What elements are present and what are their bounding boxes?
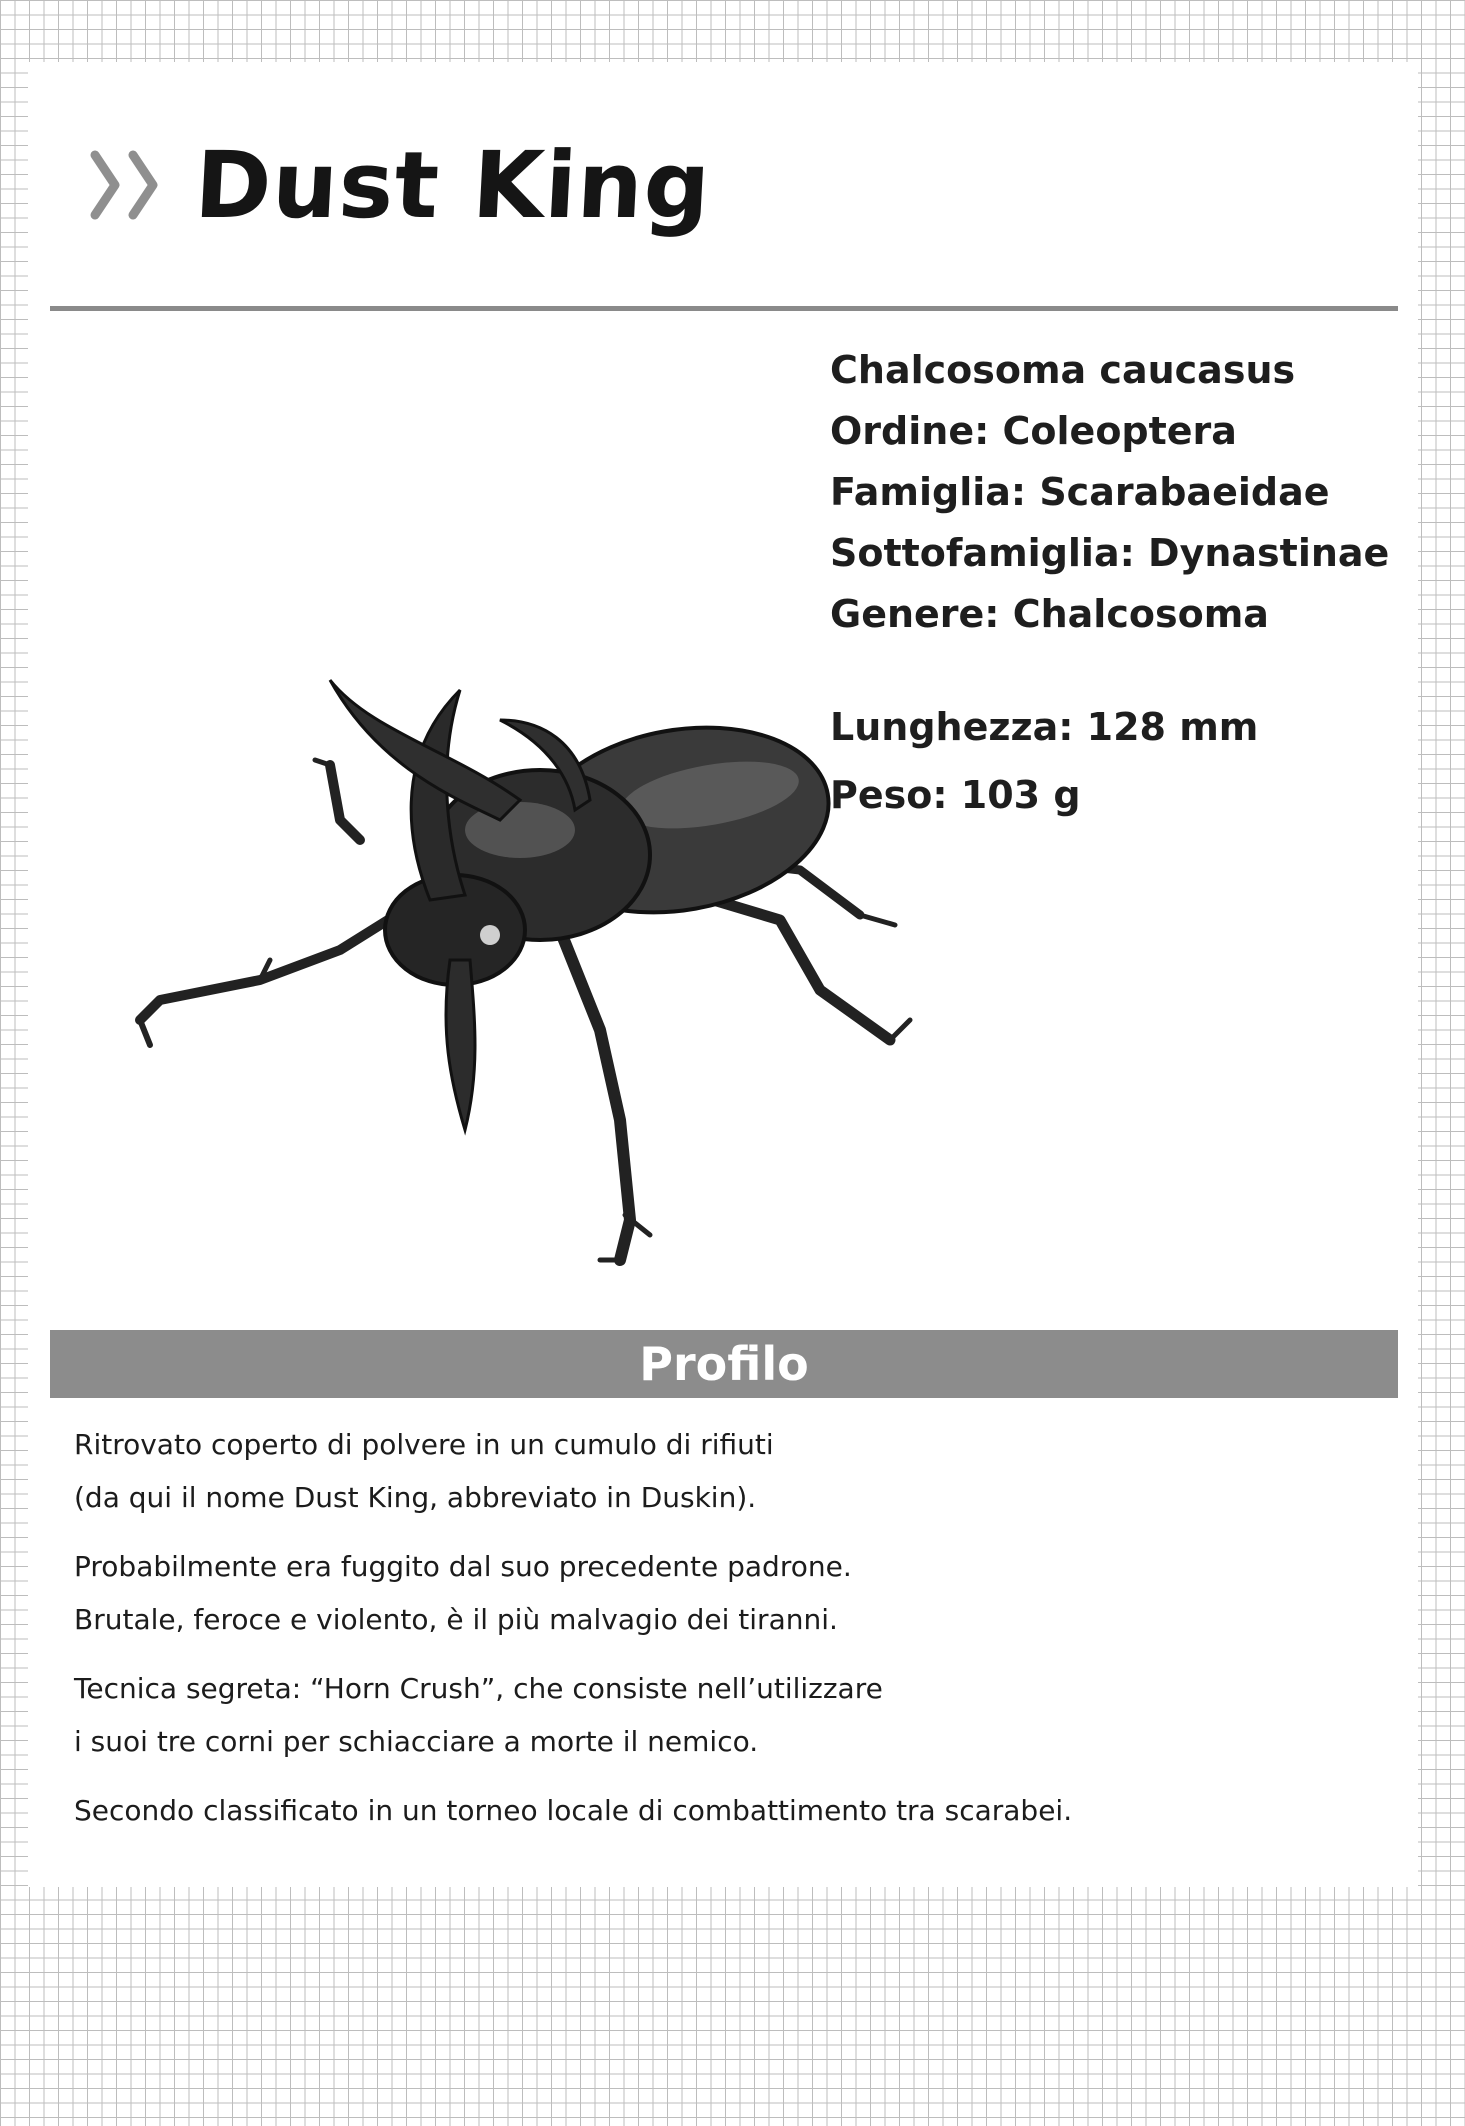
- rhinoceros-beetle-illustration: [120, 660, 940, 1280]
- profile-paragraph: [74, 1662, 1354, 1768]
- weight-label: Peso: 103 g: [830, 773, 1081, 817]
- profile-text: [74, 1418, 1354, 1853]
- profile-line: Tecnica segreta: “Horn Crush”, che consiste nell’utilizzare: [74, 1672, 883, 1705]
- profile-heading: Profilo: [639, 1337, 809, 1391]
- page-title: Dust King: [192, 131, 714, 239]
- profile-paragraph: [74, 1784, 1354, 1837]
- family-label: Famiglia: Scarabaeidae: [830, 470, 1330, 514]
- profile-section-header: [50, 1330, 1398, 1398]
- title-row: [85, 120, 714, 250]
- genus-label: Genere: Chalcosoma: [830, 592, 1269, 636]
- profile-paragraph: [74, 1540, 1354, 1646]
- profile-paragraph: [74, 1418, 1354, 1524]
- profile-line: Probabilmente era fuggito dal suo precedente padrone.: [74, 1550, 852, 1583]
- profile-line: (da qui il nome Dust King, abbreviato in Duskin).: [74, 1481, 757, 1514]
- double-chevron-icon: [85, 145, 175, 225]
- length-label: Lunghezza: 128 mm: [830, 705, 1259, 749]
- profile-line: Brutale, feroce e violento, è il più malvagio dei tiranni.: [74, 1603, 838, 1636]
- profile-line: Secondo classificato in un torneo locale di combattimento tra scarabei.: [74, 1794, 1073, 1827]
- profile-line: Ritrovato coperto di polvere in un cumulo di rifiuti: [74, 1428, 774, 1461]
- order-label: Ordine: Coleoptera: [830, 409, 1237, 453]
- species-name: Chalcosoma caucasus: [830, 348, 1296, 392]
- subfamily-label: Sottofamiglia: Dynastinae: [830, 531, 1390, 575]
- title-divider: [50, 306, 1398, 311]
- profile-line: i suoi tre corni per schiacciare a morte il nemico.: [74, 1725, 759, 1758]
